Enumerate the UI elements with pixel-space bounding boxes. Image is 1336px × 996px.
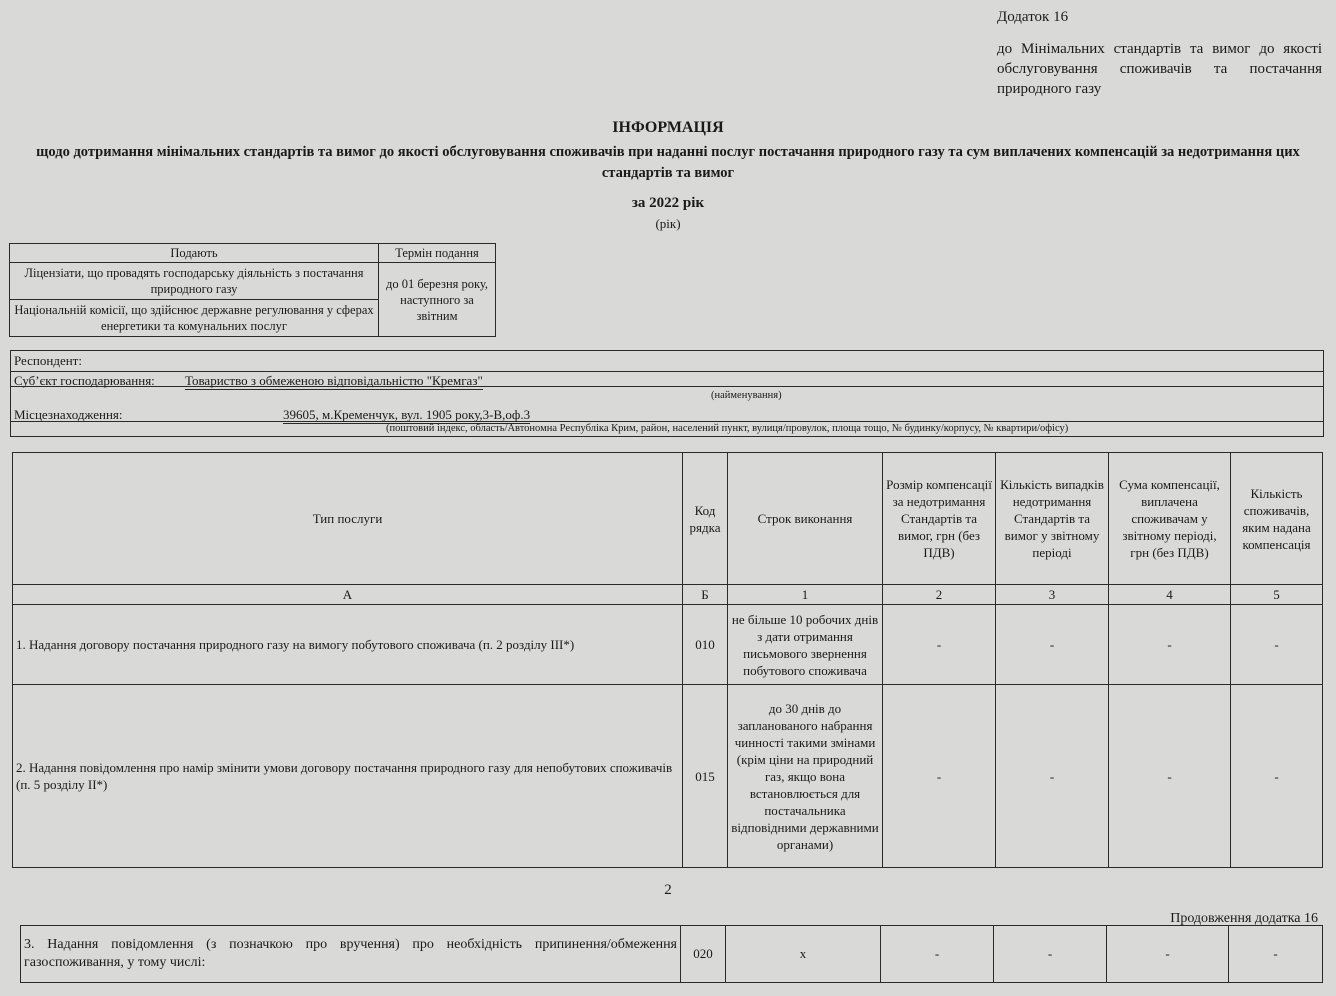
violation-count: - bbox=[996, 685, 1109, 868]
consumer-count: - bbox=[1231, 605, 1323, 685]
location-value: 39605, м.Кременчук, вул. 1905 року,3-В,оф.3 bbox=[283, 407, 531, 422]
entity-name-hint: (найменування) bbox=[711, 390, 782, 401]
annex-reference: до Мінімальних стандартів та вимог до якості обслуговування споживачів та постачання природного газу bbox=[997, 41, 1322, 97]
header-term: Строк виконання bbox=[728, 453, 883, 585]
submit-header: Подають bbox=[10, 244, 379, 263]
header-service-type: Тип послуги bbox=[13, 453, 683, 585]
consumer-count: - bbox=[1231, 685, 1323, 868]
deadline-header: Термін подання bbox=[379, 244, 496, 263]
header-row-code: Код рядка bbox=[683, 453, 728, 585]
table-row bbox=[13, 685, 1323, 868]
respondent-label: Респондент: bbox=[14, 353, 82, 368]
page-number: 2 bbox=[664, 882, 672, 898]
term: до 30 днів до запланованого набрання чинності такими змінами (крім ціни на природний газ, якщо вона встановлюється для постачальника відповідними державними органами) bbox=[728, 685, 883, 868]
respondent-block bbox=[10, 350, 1324, 437]
service-type: 1. Надання договору постачання природного газу на вимогу побутового споживача (п. 2 розділу III*) bbox=[13, 605, 683, 685]
document-title: ІНФОРМАЦІЯ bbox=[612, 119, 724, 136]
compensation-sum: - bbox=[1107, 926, 1229, 983]
deadline-value: до 01 березня року, наступного за звітним bbox=[379, 263, 496, 337]
annex-label: Додаток 16 bbox=[997, 9, 1069, 25]
term: не більше 10 робочих днів з дати отримання письмового звернення побутового споживача bbox=[728, 605, 883, 685]
compensation-size: - bbox=[883, 605, 996, 685]
row-code: 015 bbox=[683, 685, 728, 868]
column-letter: 3 bbox=[996, 585, 1109, 605]
continuation-table bbox=[20, 925, 1323, 983]
row-code: 010 bbox=[683, 605, 728, 685]
column-letter: 2 bbox=[883, 585, 996, 605]
column-letter: А bbox=[13, 585, 683, 605]
violation-count: - bbox=[994, 926, 1107, 983]
table-row bbox=[21, 926, 1323, 983]
entity-label: Суб’єкт господарювання: bbox=[14, 373, 155, 388]
consumer-count: - bbox=[1229, 926, 1323, 983]
violation-count: - bbox=[996, 605, 1109, 685]
location-hint: (поштовий індекс, область/Автономна Республіка Крим, район, населений пункт, вулиця/провулок, площа тощо, № будинку/корпусу, № квартири/офісу) bbox=[386, 423, 1069, 434]
header-consumer-count: Кількість споживачів, яким надана компенсація bbox=[1231, 453, 1323, 585]
compensation-sum: - bbox=[1109, 605, 1231, 685]
column-letter: 5 bbox=[1231, 585, 1323, 605]
header-violation-count: Кількість випадків недотримання Стандартів та вимог у звітному періоді bbox=[996, 453, 1109, 585]
service-type: 3. Надання повідомлення (з позначкою про вручення) про необхідність припинення/обмеження газоспоживання, у тому числі: bbox=[21, 926, 681, 983]
submitter: Ліцензіати, що провадять господарську діяльність з постачання природного газу bbox=[10, 263, 379, 300]
compensation-table bbox=[12, 452, 1323, 868]
row-code: 020 bbox=[681, 926, 726, 983]
column-letter: Б bbox=[683, 585, 728, 605]
compensation-size: - bbox=[883, 685, 996, 868]
entity-name: Товариство з обмеженою відповідальністю "Кремгаз" bbox=[185, 373, 483, 388]
recipient: Національній комісії, що здійснює державне регулювання у сферах енергетики та комунальних послуг bbox=[10, 300, 379, 337]
reporting-period-hint: (рік) bbox=[655, 216, 681, 231]
column-letter: 1 bbox=[728, 585, 883, 605]
compensation-size: - bbox=[881, 926, 994, 983]
submission-table bbox=[9, 243, 496, 337]
service-type: 2. Надання повідомлення про намір змінити умови договору постачання природного газу для непобутових споживачів (п. 5 розділу II*) bbox=[13, 685, 683, 868]
header-compensation-sum: Сума компенсації, виплачена споживачам у звітному періоді, грн (без ПДВ) bbox=[1109, 453, 1231, 585]
header-compensation-size: Розмір компенсації за недотримання Стандартів та вимог, грн (без ПДВ) bbox=[883, 453, 996, 585]
continuation-label: Продовження додатка 16 bbox=[1170, 911, 1318, 926]
column-letters-row bbox=[13, 585, 1323, 605]
table-row bbox=[13, 605, 1323, 685]
compensation-sum: - bbox=[1109, 685, 1231, 868]
table-header-row bbox=[13, 453, 1323, 585]
term: х bbox=[726, 926, 881, 983]
column-letter: 4 bbox=[1109, 585, 1231, 605]
document-subtitle: щодо дотримання мінімальних стандартів та вимог до якості обслуговування споживачів при наданні послуг постачання природного газу та сум виплачених компенсацій за недотримання цих стандартів та вимог bbox=[36, 144, 1300, 181]
reporting-period: за 2022 рік bbox=[631, 195, 705, 211]
location-label: Місцезнаходження: bbox=[14, 407, 123, 422]
